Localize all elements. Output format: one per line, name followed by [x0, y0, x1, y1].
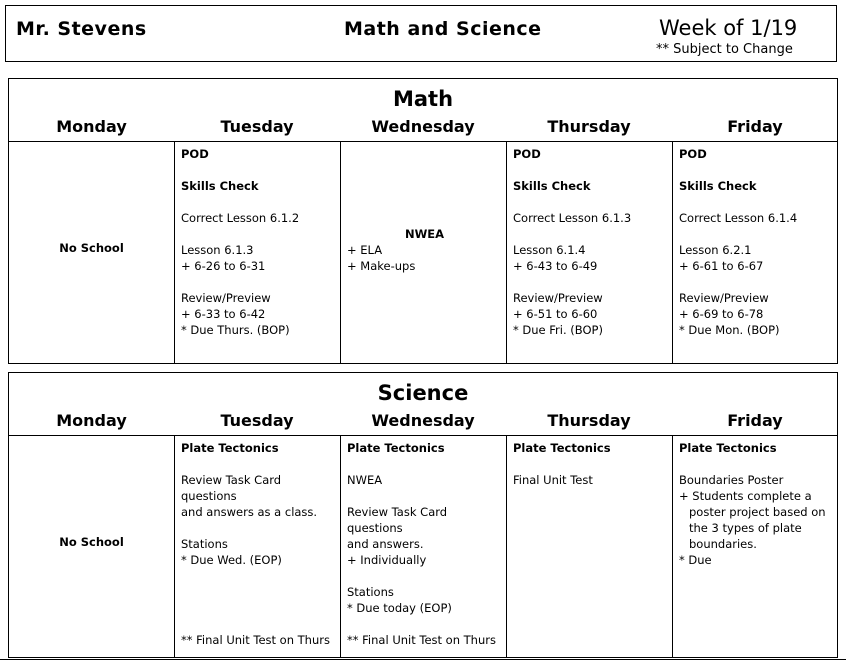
header-box: [5, 5, 837, 62]
final-test-note: ** Final Unit Test on Thurs: [181, 633, 330, 647]
task-line: Review Task Card questions: [181, 473, 282, 503]
topic-label: Plate Tectonics: [347, 441, 445, 455]
review-label: Review/Preview: [513, 291, 603, 305]
math-thursday-cell: [513, 142, 668, 363]
skills-check-label: Skills Check: [679, 179, 757, 193]
nwea-label: NWEA: [347, 473, 383, 487]
topic-label: Plate Tectonics: [679, 441, 777, 455]
week-label: Week of 1/19: [659, 16, 798, 40]
math-col-divider: [340, 141, 341, 363]
skills-check-label: Skills Check: [181, 179, 259, 193]
science-col-divider: [672, 435, 673, 657]
poster-line: the 3 types of plate: [689, 521, 802, 535]
subject-title: Math and Science: [344, 18, 542, 40]
stations-label: Stations: [347, 585, 394, 599]
science-col-divider: [340, 435, 341, 657]
task-line: + Individually: [347, 553, 427, 567]
poster-label: Boundaries Poster: [679, 473, 784, 487]
pod-label: POD: [679, 147, 707, 161]
review-label: Review/Preview: [679, 291, 769, 305]
science-col-divider: [506, 435, 507, 657]
math-col-divider: [174, 141, 175, 363]
math-monday-cell: [9, 142, 174, 363]
lesson-pages: + 6-43 to 6-49: [513, 259, 598, 273]
math-wednesday-cell: [347, 142, 502, 363]
math-title: Math: [392, 87, 454, 111]
skills-check-label: Skills Check: [513, 179, 591, 193]
science-day-friday: Friday: [727, 411, 783, 430]
task-line: and answers.: [347, 537, 424, 551]
science-wednesday-cell: [347, 436, 505, 657]
due-note: * Due Fri. (BOP): [513, 323, 603, 337]
lesson-pages: + 6-26 to 6-31: [181, 259, 266, 273]
math-col-divider: [672, 141, 673, 363]
nwea-item: + ELA: [347, 243, 383, 257]
poster-line: + Students complete a: [679, 489, 812, 503]
due-note: * Due today (EOP): [347, 601, 452, 615]
science-title: Science: [377, 381, 469, 405]
math-day-friday: Friday: [727, 117, 783, 136]
science-day-wednesday: Wednesday: [371, 411, 475, 430]
final-test-note: ** Final Unit Test on Thurs: [347, 633, 496, 647]
science-section: [8, 372, 838, 658]
math-monday-text: No School: [59, 240, 124, 255]
correct-lesson: Correct Lesson 6.1.3: [513, 211, 632, 225]
science-col-divider: [174, 435, 175, 657]
pod-label: POD: [513, 147, 541, 161]
science-thursday-cell: [513, 436, 668, 657]
math-day-wednesday: Wednesday: [371, 117, 475, 136]
math-tuesday-cell: [181, 142, 336, 363]
science-day-monday: Monday: [56, 411, 127, 430]
bottom-rule: [0, 659, 846, 660]
teacher-name: Mr. Stevens: [16, 18, 147, 40]
math-day-thursday: Thursday: [547, 117, 631, 136]
science-tuesday-cell: [181, 436, 339, 657]
poster-line: poster project based on: [689, 505, 826, 519]
nwea-item: + Make-ups: [347, 259, 416, 273]
science-day-tuesday: Tuesday: [220, 411, 294, 430]
review-pages: + 6-69 to 6-78: [679, 307, 764, 321]
lesson-pages: + 6-61 to 6-67: [679, 259, 764, 273]
due-note: * Due Mon. (BOP): [679, 323, 780, 337]
lesson-label: Lesson 6.2.1: [679, 243, 752, 257]
review-pages: + 6-51 to 6-60: [513, 307, 598, 321]
math-section: [8, 78, 838, 364]
science-day-thursday: Thursday: [547, 411, 631, 430]
task-line: and answers as a class.: [181, 505, 318, 519]
math-day-monday: Monday: [56, 117, 127, 136]
poster-line: boundaries.: [689, 537, 757, 551]
correct-lesson: Correct Lesson 6.1.4: [679, 211, 798, 225]
math-day-tuesday: Tuesday: [220, 117, 294, 136]
stations-label: Stations: [181, 537, 228, 551]
math-col-divider: [506, 141, 507, 363]
science-friday-cell: [679, 436, 836, 657]
correct-lesson: Correct Lesson 6.1.2: [181, 211, 300, 225]
lesson-label: Lesson 6.1.4: [513, 243, 586, 257]
science-monday-cell: [9, 436, 174, 657]
science-monday-text: No School: [59, 534, 124, 549]
topic-label: Plate Tectonics: [181, 441, 279, 455]
review-label: Review/Preview: [181, 291, 271, 305]
final-test-label: Final Unit Test: [513, 473, 593, 487]
review-pages: + 6-33 to 6-42: [181, 307, 266, 321]
topic-label: Plate Tectonics: [513, 441, 611, 455]
due-note: * Due: [679, 553, 712, 567]
math-friday-cell: [679, 142, 834, 363]
task-line: Review Task Card questions: [347, 505, 448, 535]
change-note: ** Subject to Change: [656, 42, 793, 57]
due-note: * Due Wed. (EOP): [181, 553, 282, 567]
due-note: * Due Thurs. (BOP): [181, 323, 290, 337]
nwea-label: NWEA: [404, 227, 445, 241]
pod-label: POD: [181, 147, 209, 161]
lesson-label: Lesson 6.1.3: [181, 243, 254, 257]
